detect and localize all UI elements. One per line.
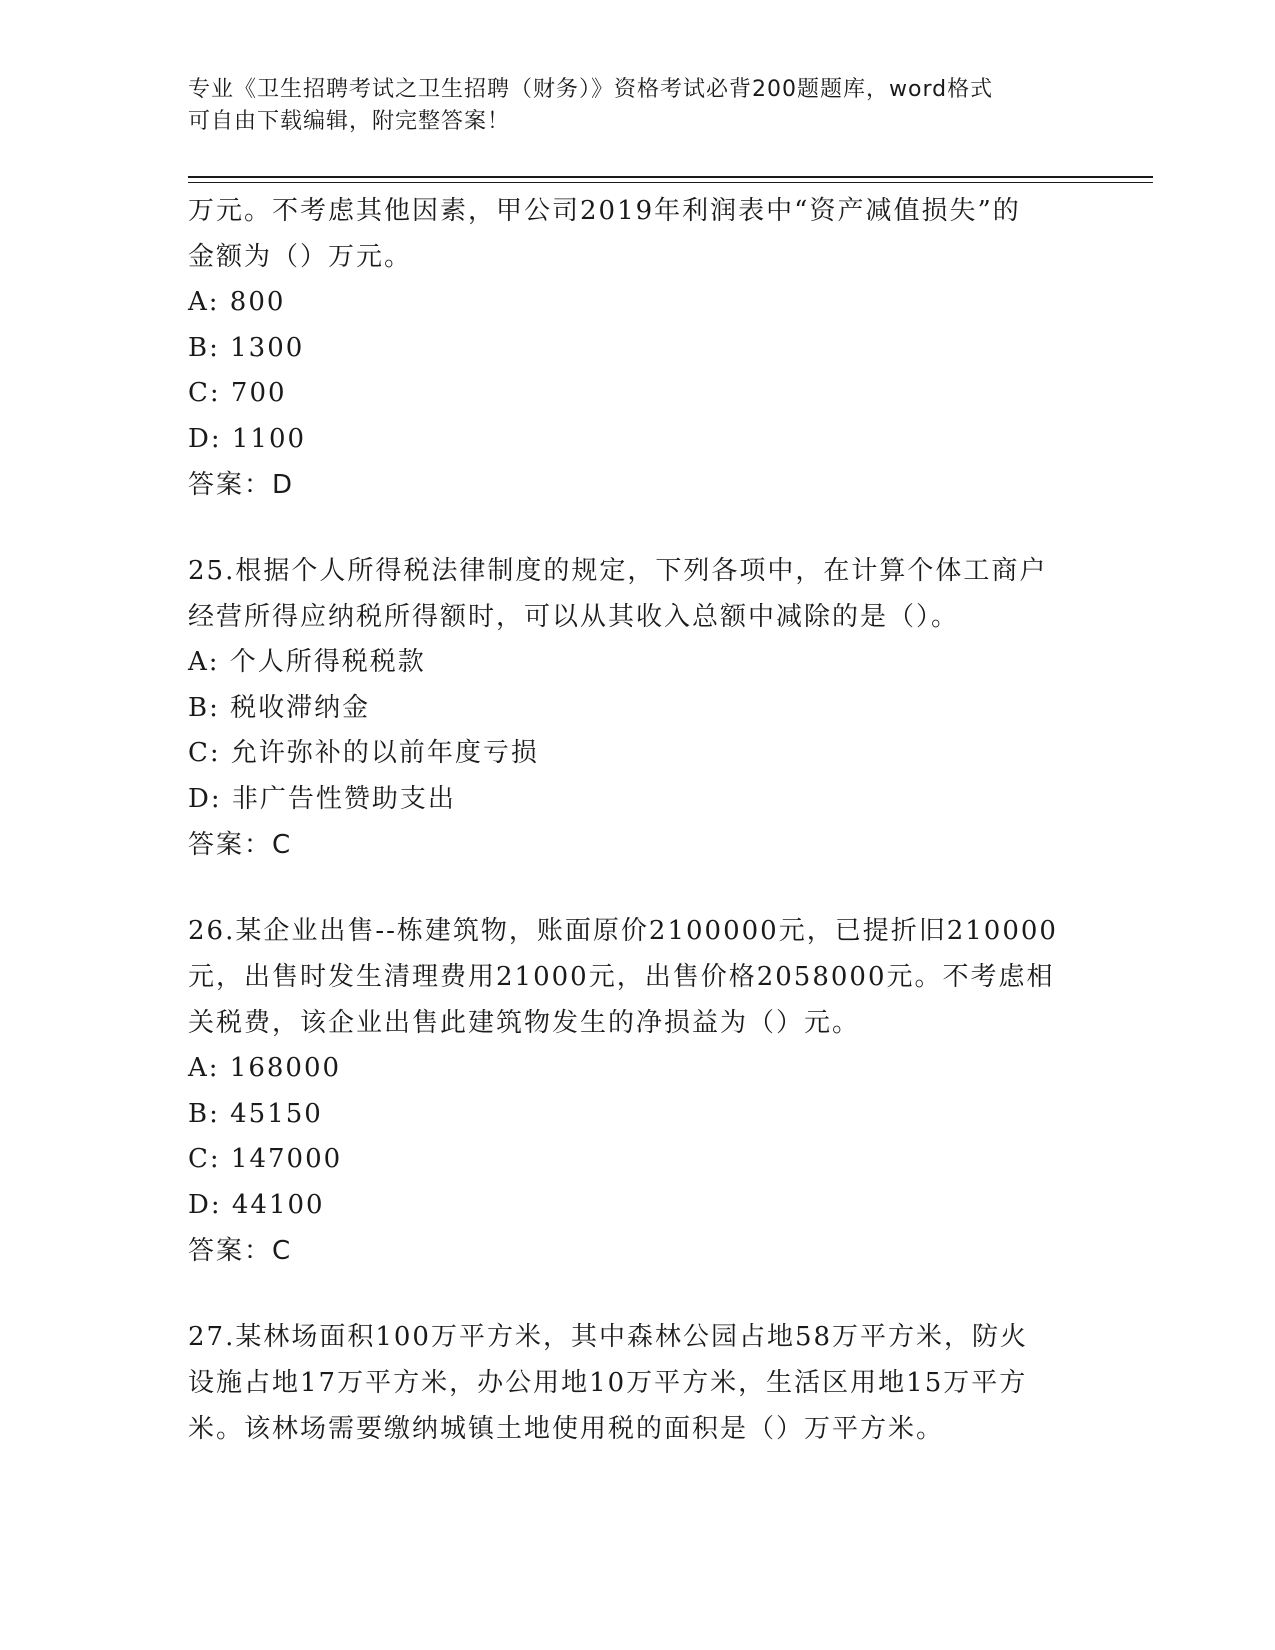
question-text-line: 关税费，该企业出售此建筑物发生的净损益为（）元。 [188, 1008, 861, 1038]
answer-line: 答案：C [188, 830, 293, 860]
question-text-line: 设施占地17万平方米，办公用地10万平方米，生活区用地15万平方 [188, 1368, 1028, 1398]
option-b: B: 税收滞纳金 [188, 692, 371, 723]
option-c: C: 700 [188, 378, 287, 408]
question-text-line: 25.根据个人所得税法律制度的规定，下列各项中，在计算个体工商户 [188, 556, 1048, 586]
question-26 [188, 908, 1088, 1274]
option-a: A: 168000 [188, 1053, 342, 1083]
answer-line: 答案：D [188, 470, 295, 500]
option-a: A: 800 [188, 287, 286, 317]
option-c: C: 允许弥补的以前年度亏损 [188, 738, 539, 768]
question-text-line: 金额为（）万元。 [188, 242, 413, 272]
option-b: B: 1300 [188, 332, 305, 363]
question-text-line: 元，出售时发生清理费用21000元，出售价格2058000元。不考虑相 [188, 962, 1055, 992]
document-body [188, 188, 1088, 1452]
option-c: C: 147000 [188, 1144, 343, 1174]
header-rule-thick [188, 176, 1153, 178]
header-rule-thin [188, 182, 1153, 183]
question-text-line: 经营所得应纳税所得额时，可以从其收入总额中减除的是（）。 [188, 602, 960, 632]
question-25 [188, 548, 1088, 868]
header-line-1: 专业《卫生招聘考试之卫生招聘（财务）》资格考试必背200题题库，word格式 [188, 77, 994, 102]
question-text-line: 26.某企业出售--栋建筑物，账面原价2100000元，已提折旧210000 [188, 916, 1058, 946]
header-line-2: 可自由下载编辑，附完整答案！ [188, 109, 511, 134]
question-text-line: 米。该林场需要缴纳城镇土地使用税的面积是（）万平方米。 [188, 1414, 945, 1444]
question-27 [188, 1314, 1088, 1452]
option-d: D: 1100 [188, 423, 307, 454]
page-header [188, 74, 1068, 138]
option-a: A: 个人所得税税款 [188, 647, 426, 677]
question-continuation [188, 188, 1088, 508]
question-text-line: 万元。不考虑其他因素，甲公司2019年利润表中“资产减值损失”的 [188, 196, 1021, 226]
option-d: D: 44100 [188, 1189, 325, 1220]
option-b: B: 45150 [188, 1098, 323, 1129]
question-text-line: 27.某林场面积100万平方米，其中森林公园占地58万平方米，防火 [188, 1322, 1029, 1352]
option-d: D: 非广告性赞助支出 [188, 783, 456, 814]
answer-line: 答案：C [188, 1236, 293, 1266]
